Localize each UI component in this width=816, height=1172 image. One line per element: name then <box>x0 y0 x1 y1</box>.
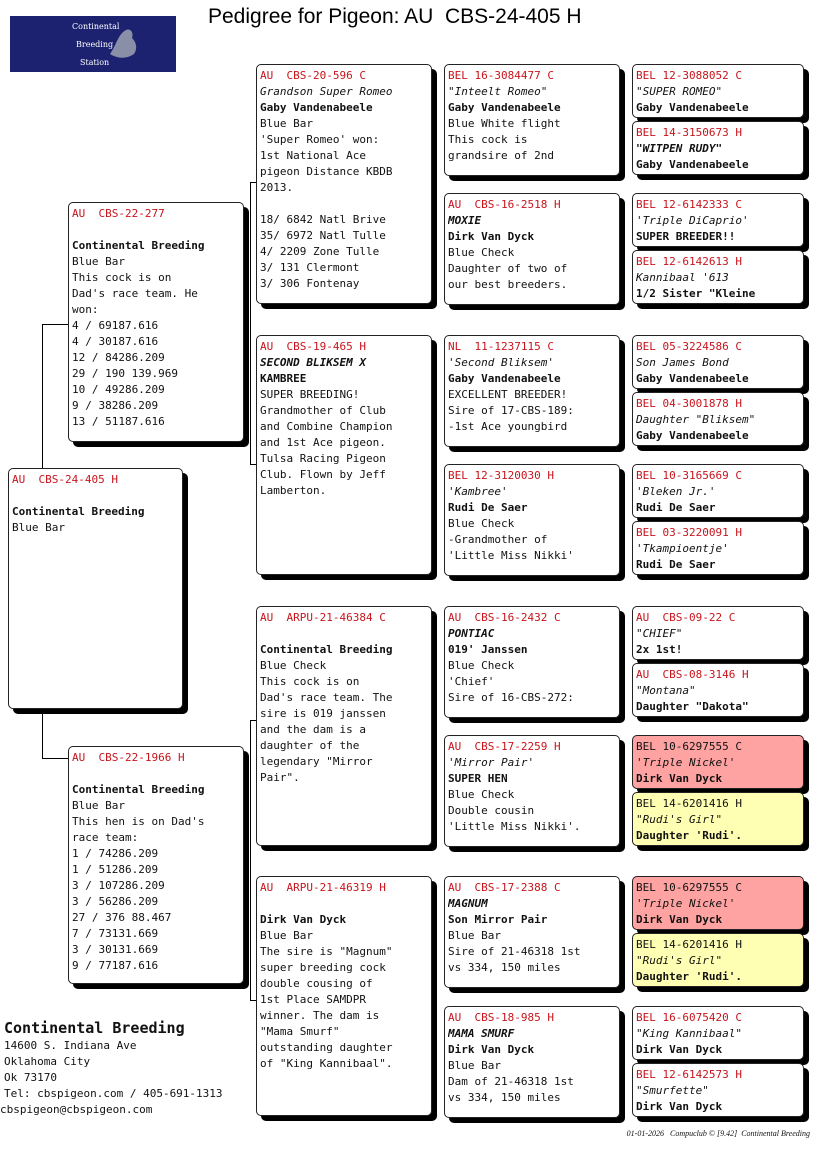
ring-number: AU CBS-22-277 <box>72 207 165 220</box>
connector-line <box>624 505 625 563</box>
pedigree-box-ggg-9: AU CBS-09-22 C "CHIEF" 2x 1st! <box>632 606 804 660</box>
ring-number: AU CBS-20-596 C <box>260 69 366 82</box>
contact-line: Tel: cbspigeon.com / 405-691-1313 <box>4 1087 223 1100</box>
logo-line-3: Station <box>80 58 110 67</box>
pedigree-box-gg-4: BEL 12-3120030 H 'Kambree' Rudi De Saer Blue Check -Grandmother of 'Little Miss Nikki' <box>444 464 620 576</box>
page-title: Pedigree for Pigeon: AU CBS-24-405 H <box>208 5 582 28</box>
pedigree-box-ggg-2: BEL 14-3150673 H "WITPEN RUDY" Gaby Vandenabeele <box>632 121 804 175</box>
pedigree-box-dam: AU CBS-22-1966 H Continental Breeding Blue Bar This hen is on Dad's race team: 1 / 74286.209 1 / 51286.209 3 / 107286.209 3 / 56286.209 27 / 376 88.467 7 / 73131.669 3 / 30131.669 9 / 77187.616 <box>68 746 244 984</box>
pedigree-box-grandam-2: AU ARPU-21-46319 H Dirk Van Dyck Blue Bar The sire is "Magnum" super breeding cock double cousing of 1st Place SAMDPR winner. The dam is "Mama Smurf" outstanding daughter of "King Kannibaal". <box>256 876 432 1116</box>
pedigree-box-gg-1: BEL 16-3084477 C "Inteelt Romeo" Gaby Vandenabeele Blue White flight This cock is grandsire of 2nd <box>444 64 620 176</box>
color-text: Blue Bar <box>12 521 65 534</box>
pedigree-box-ggg-3: BEL 12-6142333 C 'Triple DiCaprio' SUPER BREEDER!! <box>632 193 804 247</box>
connector-line <box>436 396 437 520</box>
connector-line <box>436 115 437 249</box>
pedigree-box-grandam-1: AU CBS-19-465 H SECOND BLIKSEM X KAMBREE SUPER BREEDING! Grandmother of Club and Combine Champion and 1st Ace pigeon. Tulsa Racing Pigeon Club. Flown by Jeff Lamberton. <box>256 335 432 575</box>
pedigree-box-grandsire-1: AU CBS-20-596 C Grandson Super Romeo Gaby Vandenabeele Blue Bar 'Super Romeo' won: 1st National Ace pigeon Distance KBDB 2013. 18/ 6842 Natl Brive 35/ 6972 Natl Tulle 4/ 2209 Zone Tulle 3/ 131 Clermont 3/ 306 Fontenay <box>256 64 432 304</box>
pedigree-box-ggg-12: BEL 14-6201416 H "Rudi's Girl" Daughter 'Rudi'. <box>632 792 804 846</box>
pedigree-box-gg-8: AU CBS-18-985 H MAMA SMURF Dirk Van Dyck Blue Bar Dam of 21-46318 1st vs 334, 150 miles <box>444 1006 620 1118</box>
logo <box>10 16 176 72</box>
breeder-name: Continental Breeding <box>72 239 205 252</box>
connector-line <box>624 94 625 150</box>
pedigree-box-ggg-13: BEL 10-6297555 C 'Triple Nickel' Dirk Van Dyck <box>632 876 804 930</box>
pedigree-box-sire: AU CBS-22-277 Continental Breeding Blue Bar This cock is on Dad's race team. He won: 4 / 69187.616 4 / 30187.616 12 / 84286.209 29 / 190 139.969 10 / 49286.209 9 / 38286.209 13 / 51187.616 <box>68 202 244 442</box>
connector-line <box>42 758 70 759</box>
pedigree-box-subject <box>8 468 183 709</box>
email-line: cbspigeon@cbspigeon.com <box>0 1103 153 1116</box>
pigeon-logo-icon <box>106 24 140 64</box>
connector-line <box>624 776 625 832</box>
connector-line <box>42 324 70 325</box>
connector-line <box>624 372 625 432</box>
connector-line <box>250 720 251 1000</box>
connector-line <box>250 182 251 464</box>
pedigree-box-gg-7: AU CBS-17-2388 C MAGNUM Son Mirror Pair Blue Bar Sire of 21-46318 1st vs 334, 150 miles <box>444 876 620 988</box>
ring-number: AU CBS-24-405 H <box>12 473 118 486</box>
pedigree-box-ggg-5: BEL 05-3224586 C Son James Bond Gaby Vandenabeele <box>632 335 804 389</box>
connector-line <box>624 640 625 694</box>
connector-line <box>624 916 625 974</box>
pedigree-box-ggg-7: BEL 10-3165669 C 'Bleken Jr.' Rudi De Saer <box>632 464 804 518</box>
pedigree-box-gg-5: AU CBS-16-2432 C PONTIAC 019' Janssen Blue Check 'Chief' Sire of 16-CBS-272: <box>444 606 620 718</box>
pedigree-box-gg-3: NL 11-1237115 C 'Second Bliksem' Gaby Vandenabeele EXCELLENT BREEDER! Sire of 17-CBS-189: -1st Ace youngbird <box>444 335 620 447</box>
footer-text: 01-01-2026 Compuclub © [9.42] Continental Breeding <box>626 1129 810 1138</box>
logo-line-2: Breeding <box>76 40 114 49</box>
pedigree-box-ggg-8: BEL 03-3220091 H 'Tkampioentje' Rudi De Saer <box>632 521 804 575</box>
pedigree-box-ggg-14: BEL 14-6201416 H "Rudi's Girl" Daughter 'Rudi'. <box>632 933 804 987</box>
ring-number: AU ARPU-21-46384 C <box>260 611 386 624</box>
pedigree-box-ggg-1: BEL 12-3088052 C "SUPER ROMEO" Gaby Vandenabeele <box>632 64 804 118</box>
ring-number: AU CBS-19-465 H <box>260 340 366 353</box>
connector-line <box>42 324 43 470</box>
connector-line <box>436 930 437 1065</box>
pedigree-box-ggg-10: AU CBS-08-3146 H "Montana" Daughter "Dakota" <box>632 663 804 717</box>
pedigree-box-grandsire-2: AU ARPU-21-46384 C Continental Breeding Blue Check This cock is on Dad's race team. The sire is 019 janssen and the dam is a daughter of the legendary "Mirror Pair". <box>256 606 432 846</box>
logo-line-1: Continental <box>72 22 120 31</box>
connector-line <box>436 663 437 793</box>
pedigree-box-ggg-11: BEL 10-6297555 C 'Triple Nickel' Dirk Van Dyck <box>632 735 804 789</box>
pedigree-box-ggg-16: BEL 12-6142573 H "Smurfette" Dirk Van Dyck <box>632 1063 804 1117</box>
pedigree-box-ggg-15: BEL 16-6075420 C "King Kannibaal" Dirk Van Dyck <box>632 1006 804 1060</box>
connector-line <box>624 1048 625 1104</box>
ring-number: AU CBS-22-1966 H <box>72 751 185 764</box>
pedigree-box-ggg-4: BEL 12-6142613 H Kannibaal '613 1/2 Sister "Kleine <box>632 250 804 304</box>
breeder-name: Continental Breeding <box>72 783 205 796</box>
ring-number: AU ARPU-21-46319 H <box>260 881 386 894</box>
pedigree-box-gg-6: AU CBS-17-2259 H 'Mirror Pair' SUPER HEN Blue Check Double cousin 'Little Miss Nikki'. <box>444 735 620 847</box>
breeder-address: Continental Breeding 14600 S. Indiana Ave Oklahoma City Ok 73170 Tel: cbspigeon.com / 405-691-1313 cbspigeon@cbspigeon.com <box>0 1019 223 1116</box>
breeder-name-heading: Continental Breeding <box>4 1019 185 1037</box>
pedigree-box-gg-2: AU CBS-16-2518 H MOXIE Dirk Van Dyck Blue Check Daughter of two of our best breeders. <box>444 193 620 305</box>
connector-line <box>624 230 625 288</box>
connector-line <box>42 710 43 758</box>
breeder-name: Continental Breeding <box>12 505 145 518</box>
pedigree-box-ggg-6: BEL 04-3001878 H Daughter "Bliksem" Gaby Vandenabeele <box>632 392 804 446</box>
